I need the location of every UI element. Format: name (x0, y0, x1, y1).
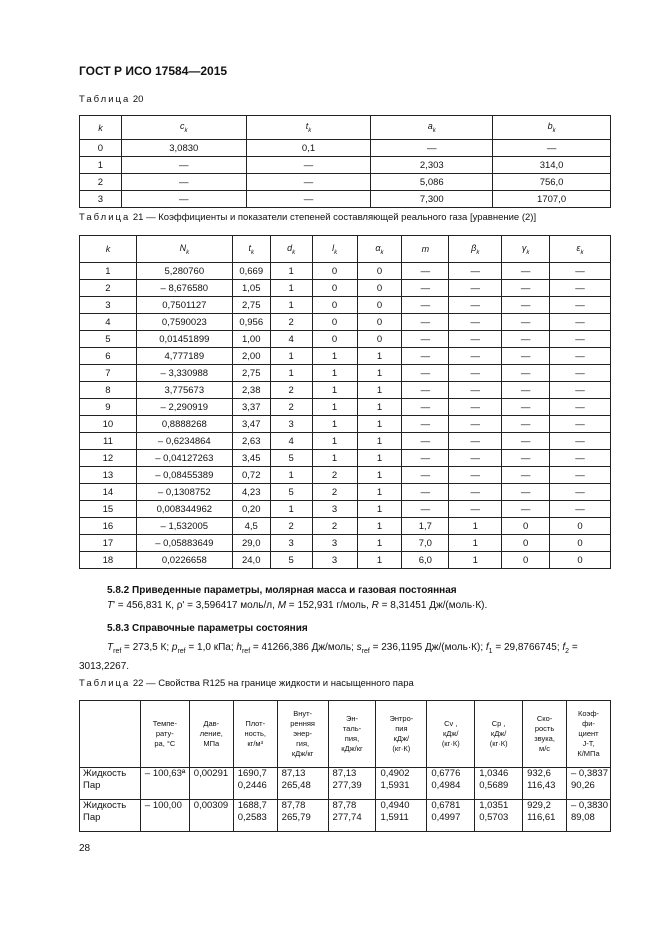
table-cell: — (449, 297, 502, 314)
table-cell: 0 (357, 280, 402, 297)
table-cell: — (402, 331, 449, 348)
table-cell: 2 (312, 467, 357, 484)
table-cell: — (449, 450, 502, 467)
table20-caption-number: 20 (132, 94, 144, 105)
table21-caption-number: 21 (132, 212, 144, 223)
table-cell: – 100,00 (140, 800, 189, 832)
table-cell: – 0,08455389 (136, 467, 232, 484)
table-cell: 1 (312, 433, 357, 450)
table-cell: — (550, 297, 611, 314)
table-row (80, 331, 611, 348)
table-cell: — (449, 399, 502, 416)
table-cell: — (502, 501, 550, 518)
table-row (80, 433, 611, 450)
table-21 (79, 235, 611, 569)
table22-caption (79, 678, 414, 689)
table-cell: – 0,3830 89,08 (567, 800, 611, 832)
table-cell: 14 (80, 484, 137, 501)
table-cell: 0 (312, 280, 357, 297)
table-cell: 11 (80, 433, 137, 450)
page-number: 28 (79, 843, 91, 854)
table-cell: — (402, 399, 449, 416)
table-cell: 929,2 116,61 (523, 800, 567, 832)
t22-header-state (80, 701, 141, 768)
table-cell: 2 (312, 518, 357, 535)
table-cell: 1 (357, 416, 402, 433)
t22-header-cell: Коэф- фи- циент J-T, К/МПа (567, 701, 611, 768)
table-cell: 0,0226658 (136, 552, 232, 569)
table-cell: — (502, 297, 550, 314)
table-row (80, 140, 611, 157)
table-cell: — (502, 416, 550, 433)
table-cell: 1 (449, 552, 502, 569)
table-cell: 2,00 (232, 348, 270, 365)
table-cell: 1 (270, 365, 312, 382)
table-cell: 5 (270, 450, 312, 467)
table-cell: 2 (270, 518, 312, 535)
table-cell: 1 (357, 450, 402, 467)
table-cell: 0,008344962 (136, 501, 232, 518)
table-cell: — (502, 484, 550, 501)
t22-header-cell: Темпе- рату- ра, °С (140, 701, 189, 768)
table-cell: — (449, 416, 502, 433)
table-cell: 1 (357, 365, 402, 382)
table-cell: 0,7501127 (136, 297, 232, 314)
t21-header-gamma: $\gamma_k$ (502, 236, 550, 263)
table-cell: — (550, 314, 611, 331)
t21-header-t: $t_k$ (232, 236, 270, 263)
table-cell: 0 (312, 297, 357, 314)
table-cell: — (121, 157, 246, 174)
table-cell: – 2,290919 (136, 399, 232, 416)
table-cell: – 0,3837 90,26 (567, 768, 611, 800)
table-cell: 12 (80, 450, 137, 467)
table-cell: 1 (357, 501, 402, 518)
table-cell: – 0,05883649 (136, 535, 232, 552)
t21-header-d: $d_k$ (270, 236, 312, 263)
table-cell: 7,0 (402, 535, 449, 552)
state-label: Жидкость Пар (80, 768, 141, 800)
table-cell: — (121, 191, 246, 208)
table-cell: 2,75 (232, 297, 270, 314)
table-cell: 1 (357, 399, 402, 416)
t20-header-a: $a_k$ (371, 116, 493, 140)
table-cell: — (449, 280, 502, 297)
table-cell: 2 (270, 399, 312, 416)
table-cell: 2,63 (232, 433, 270, 450)
table-cell: 1 (80, 263, 137, 280)
table-cell: 1 (312, 399, 357, 416)
table-cell: 1 (357, 552, 402, 569)
t22-header-cell: Ско- рость звука, м/с (523, 701, 567, 768)
table-cell: — (502, 450, 550, 467)
table-cell: 7 (80, 365, 137, 382)
document-header: ГОСТ Р ИСО 17584—2015 (79, 64, 228, 78)
table-row (80, 501, 611, 518)
table-cell: 3,47 (232, 416, 270, 433)
table21-caption (79, 212, 536, 223)
table-cell: 17 (80, 535, 137, 552)
table-cell: 3 (80, 297, 137, 314)
table-cell: 0 (502, 518, 550, 535)
table-cell: 4,23 (232, 484, 270, 501)
table-cell: — (550, 433, 611, 450)
table-cell: — (550, 263, 611, 280)
table-cell: 756,0 (493, 174, 611, 191)
table-cell: 0 (550, 535, 611, 552)
t22-header-cell: Cv , кДж/ (кг·К) (427, 701, 475, 768)
table-row (80, 535, 611, 552)
table-cell: 1 (357, 433, 402, 450)
table-cell: 1 (270, 297, 312, 314)
table-22 (79, 700, 611, 832)
table20-caption-label: Таблица (79, 94, 131, 105)
table-cell: 3,45 (232, 450, 270, 467)
table-row (80, 399, 611, 416)
section-582-title: 5.8.2 Приведенные параметры, молярная масса и газовая постоянная (107, 585, 457, 596)
table-cell: — (502, 331, 550, 348)
table-cell: 1 (357, 348, 402, 365)
table-cell: 1 (80, 157, 122, 174)
t21-header-epsilon: $\varepsilon_k$ (550, 236, 611, 263)
table-cell: — (550, 365, 611, 382)
table-row (80, 552, 611, 569)
t20-header-c: $c_k$ (121, 116, 246, 140)
table-cell: 0 (80, 140, 122, 157)
table-cell: — (449, 365, 502, 382)
table-row (80, 768, 611, 800)
table-cell: — (402, 467, 449, 484)
table-cell: 6 (80, 348, 137, 365)
table-row (80, 365, 611, 382)
table-cell: 16 (80, 518, 137, 535)
t22-header-cell: Эн- таль- пия, кДж/кг (328, 701, 376, 768)
table-cell: 1 (270, 501, 312, 518)
table-cell: — (550, 331, 611, 348)
table-cell: — (246, 174, 371, 191)
table21-caption-label: Таблица (79, 212, 131, 223)
t21-header-m: m (402, 236, 449, 263)
table21-caption-text: — Коэффициенты и показатели степеней составляющей реального газа [уравнение (2)] (146, 212, 537, 223)
table-cell: — (449, 263, 502, 280)
table-cell: — (246, 157, 371, 174)
t22-header-cell: Cp , кДж/ (кг·К) (475, 701, 523, 768)
t22-header-cell: Плот- ность, кг/м³ (233, 701, 277, 768)
table-cell: 0 (312, 263, 357, 280)
table-cell: — (493, 140, 611, 157)
table-row (80, 263, 611, 280)
table-cell: 3 (270, 535, 312, 552)
table-cell: 0 (550, 518, 611, 535)
table-cell: — (502, 314, 550, 331)
table-cell: 0,6776 0,4984 (427, 768, 475, 800)
table-cell: — (121, 174, 246, 191)
table-cell: — (502, 382, 550, 399)
table-cell: — (402, 348, 449, 365)
table-cell: 314,0 (493, 157, 611, 174)
table-cell: 6,0 (402, 552, 449, 569)
table-cell: 4,5 (232, 518, 270, 535)
table-cell: — (449, 382, 502, 399)
table20-caption (79, 94, 143, 105)
table-cell: — (449, 467, 502, 484)
table-row (80, 518, 611, 535)
table-cell: 1 (270, 348, 312, 365)
table-row (80, 467, 611, 484)
table22-caption-text: — Свойства R125 на границе жидкости и насыщенного пара (146, 678, 414, 689)
table-row (80, 314, 611, 331)
table-cell: 2 (312, 484, 357, 501)
table-cell: — (550, 484, 611, 501)
table-row (80, 297, 611, 314)
table-cell: 3 (312, 552, 357, 569)
table-cell: — (402, 416, 449, 433)
table-cell: 1 (312, 365, 357, 382)
table-cell: — (550, 348, 611, 365)
table-cell: 0,20 (232, 501, 270, 518)
table-cell: 3 (80, 191, 122, 208)
table-cell: 5 (270, 552, 312, 569)
table-cell: — (502, 433, 550, 450)
table-cell: 18 (80, 552, 137, 569)
table-cell: – 0,04127263 (136, 450, 232, 467)
table-cell: 0,7590023 (136, 314, 232, 331)
table-cell: 0 (502, 552, 550, 569)
t20-header-t: $t_k$ (246, 116, 371, 140)
table-cell: — (502, 348, 550, 365)
table-cell: — (502, 280, 550, 297)
table-cell: 87,78 265,79 (277, 800, 328, 832)
table-cell: 1 (270, 280, 312, 297)
table-cell: 13 (80, 467, 137, 484)
table-cell: – 100,63ª (140, 768, 189, 800)
table-cell: 1,0351 0,5703 (475, 800, 523, 832)
table-cell: 0 (312, 331, 357, 348)
table-cell: 0,00309 (189, 800, 233, 832)
section-583-title: 5.8.3 Справочные параметры состояния (107, 623, 308, 634)
table-cell: 2 (80, 174, 122, 191)
table-cell: 0 (357, 331, 402, 348)
table-cell: — (449, 331, 502, 348)
table-cell: — (502, 399, 550, 416)
table-cell: 0 (357, 263, 402, 280)
section-583-text: $T_{ref} = 273,5$ К; $p_{ref} = 1,0$ кПа; $h_{ref} = 41266,386$ Дж/моль; $s_{ref} = 236,1195$ Дж/(моль·К); $f_1 = 29,8766745$; $f_2 = 3013,2267$. (79, 642, 578, 672)
table-cell: 1,7 (402, 518, 449, 535)
table-cell: — (550, 280, 611, 297)
table-cell: 1 (270, 467, 312, 484)
table-cell: — (550, 416, 611, 433)
table-cell: 0 (312, 314, 357, 331)
table-cell: 87,78 277,74 (328, 800, 376, 832)
table-20 (79, 115, 611, 208)
table-cell: — (449, 484, 502, 501)
table-cell: 2,75 (232, 365, 270, 382)
table-cell: 3,0830 (121, 140, 246, 157)
table-row (80, 157, 611, 174)
table-cell: 932,6 116,43 (523, 768, 567, 800)
table-cell: 9 (80, 399, 137, 416)
table-cell: 5 (80, 331, 137, 348)
table-cell: 1 (312, 416, 357, 433)
t21-header-n: $N_k$ (136, 236, 232, 263)
table-cell: 1688,7 0,2583 (233, 800, 277, 832)
table-row (80, 382, 611, 399)
table-cell: 2,38 (232, 382, 270, 399)
table-cell: 1 (357, 484, 402, 501)
table-cell: 0,00291 (189, 768, 233, 800)
table-cell: 10 (80, 416, 137, 433)
table-row (80, 191, 611, 208)
table-cell: 0,4940 1,5911 (376, 800, 427, 832)
table-cell: — (502, 365, 550, 382)
table-cell: — (402, 314, 449, 331)
table-cell: 0 (550, 552, 611, 569)
table-cell: – 1,532005 (136, 518, 232, 535)
table-cell: — (449, 501, 502, 518)
table-cell: 2 (270, 314, 312, 331)
table-cell: — (550, 501, 611, 518)
table-cell: 1,0346 0,5689 (475, 768, 523, 800)
section-582-text: T' = 456,831 К, ρ' = 3,596417 моль/л, M = 152,931 г/моль, R = 8,31451 Дж/(моль·К). (107, 600, 488, 611)
table-cell: — (402, 365, 449, 382)
t21-header-alpha: $\alpha_k$ (357, 236, 402, 263)
table22-caption-number: 22 (132, 678, 144, 689)
table-cell: — (402, 484, 449, 501)
table-cell: 0 (357, 297, 402, 314)
table22-caption-label: Таблица (79, 678, 131, 689)
table-cell: 1707,0 (493, 191, 611, 208)
t22-header-cell: Внут- ренняя энер- гия, кДж/кг (277, 701, 328, 768)
table-cell: 24,0 (232, 552, 270, 569)
table-cell: 3 (270, 416, 312, 433)
table-cell: 1 (357, 382, 402, 399)
table-cell: 1,05 (232, 280, 270, 297)
table-cell: — (402, 297, 449, 314)
table-cell: 1 (449, 535, 502, 552)
table-cell: 2 (270, 382, 312, 399)
table-cell: — (449, 433, 502, 450)
table-cell: — (449, 348, 502, 365)
table-cell: 2 (80, 280, 137, 297)
table-row (80, 416, 611, 433)
table-cell: 2,303 (371, 157, 493, 174)
t22-header-cell: Дав- ление, МПа (189, 701, 233, 768)
table-cell: — (402, 501, 449, 518)
table-cell: — (246, 191, 371, 208)
table-cell: 87,13 265,48 (277, 768, 328, 800)
table-cell: — (402, 382, 449, 399)
table-row (80, 450, 611, 467)
t21-header-l: $l_k$ (312, 236, 357, 263)
table-cell: 0,8888268 (136, 416, 232, 433)
table-cell: — (502, 263, 550, 280)
table-cell: 1 (312, 382, 357, 399)
table-cell: 0 (357, 314, 402, 331)
table-cell: 1 (270, 263, 312, 280)
table-cell: – 3,330988 (136, 365, 232, 382)
table-cell: 0,956 (232, 314, 270, 331)
table-row (80, 484, 611, 501)
table-cell: 1 (357, 467, 402, 484)
table-cell: 7,300 (371, 191, 493, 208)
table-cell: 0 (502, 535, 550, 552)
table-cell: 4,777189 (136, 348, 232, 365)
table-cell: 8 (80, 382, 137, 399)
t20-header-b: $b_k$ (493, 116, 611, 140)
table-cell: – 0,6234864 (136, 433, 232, 450)
table-row (80, 174, 611, 191)
table-cell: — (449, 314, 502, 331)
table-cell: 1 (312, 450, 357, 467)
table-cell: 3 (312, 501, 357, 518)
t20-header-k: k (80, 116, 122, 140)
table-cell: 3 (312, 535, 357, 552)
table-cell: – 8,676580 (136, 280, 232, 297)
t21-header-k: k (80, 236, 137, 263)
table-cell: 1 (449, 518, 502, 535)
table-cell: — (402, 263, 449, 280)
table-cell: — (402, 280, 449, 297)
table-cell: 5,280760 (136, 263, 232, 280)
table-cell: 0,669 (232, 263, 270, 280)
table-cell: 0,72 (232, 467, 270, 484)
table-cell: 1690,7 0,2446 (233, 768, 277, 800)
table-row (80, 800, 611, 832)
table-cell: 4 (80, 314, 137, 331)
table-cell: — (550, 467, 611, 484)
table-cell: 29,0 (232, 535, 270, 552)
table-row (80, 280, 611, 297)
table-cell: 0,1 (246, 140, 371, 157)
table-cell: 3,775673 (136, 382, 232, 399)
table-cell: 87,13 277,39 (328, 768, 376, 800)
table-cell: 1 (312, 348, 357, 365)
table-row (80, 348, 611, 365)
table-cell: – 0,1308752 (136, 484, 232, 501)
table-cell: 4 (270, 331, 312, 348)
table-cell: — (402, 450, 449, 467)
table-cell: — (371, 140, 493, 157)
t21-header-beta: $\beta_k$ (449, 236, 502, 263)
table-cell: 0,6781 0,4997 (427, 800, 475, 832)
table-cell: — (502, 467, 550, 484)
state-label: Жидкость Пар (80, 800, 141, 832)
t22-header-cell: Энтро- пия кДж/ (кг·К) (376, 701, 427, 768)
table-cell: 1 (357, 535, 402, 552)
table-cell: 1 (357, 518, 402, 535)
table-cell: 5,086 (371, 174, 493, 191)
table-cell: 0,4902 1,5931 (376, 768, 427, 800)
table-cell: — (550, 399, 611, 416)
table-cell: — (550, 382, 611, 399)
table-cell: 4 (270, 433, 312, 450)
table-cell: 0,01451899 (136, 331, 232, 348)
table-cell: 1,00 (232, 331, 270, 348)
table-cell: — (550, 450, 611, 467)
table-cell: 3,37 (232, 399, 270, 416)
table-cell: 15 (80, 501, 137, 518)
table-cell: — (402, 433, 449, 450)
table-cell: 5 (270, 484, 312, 501)
